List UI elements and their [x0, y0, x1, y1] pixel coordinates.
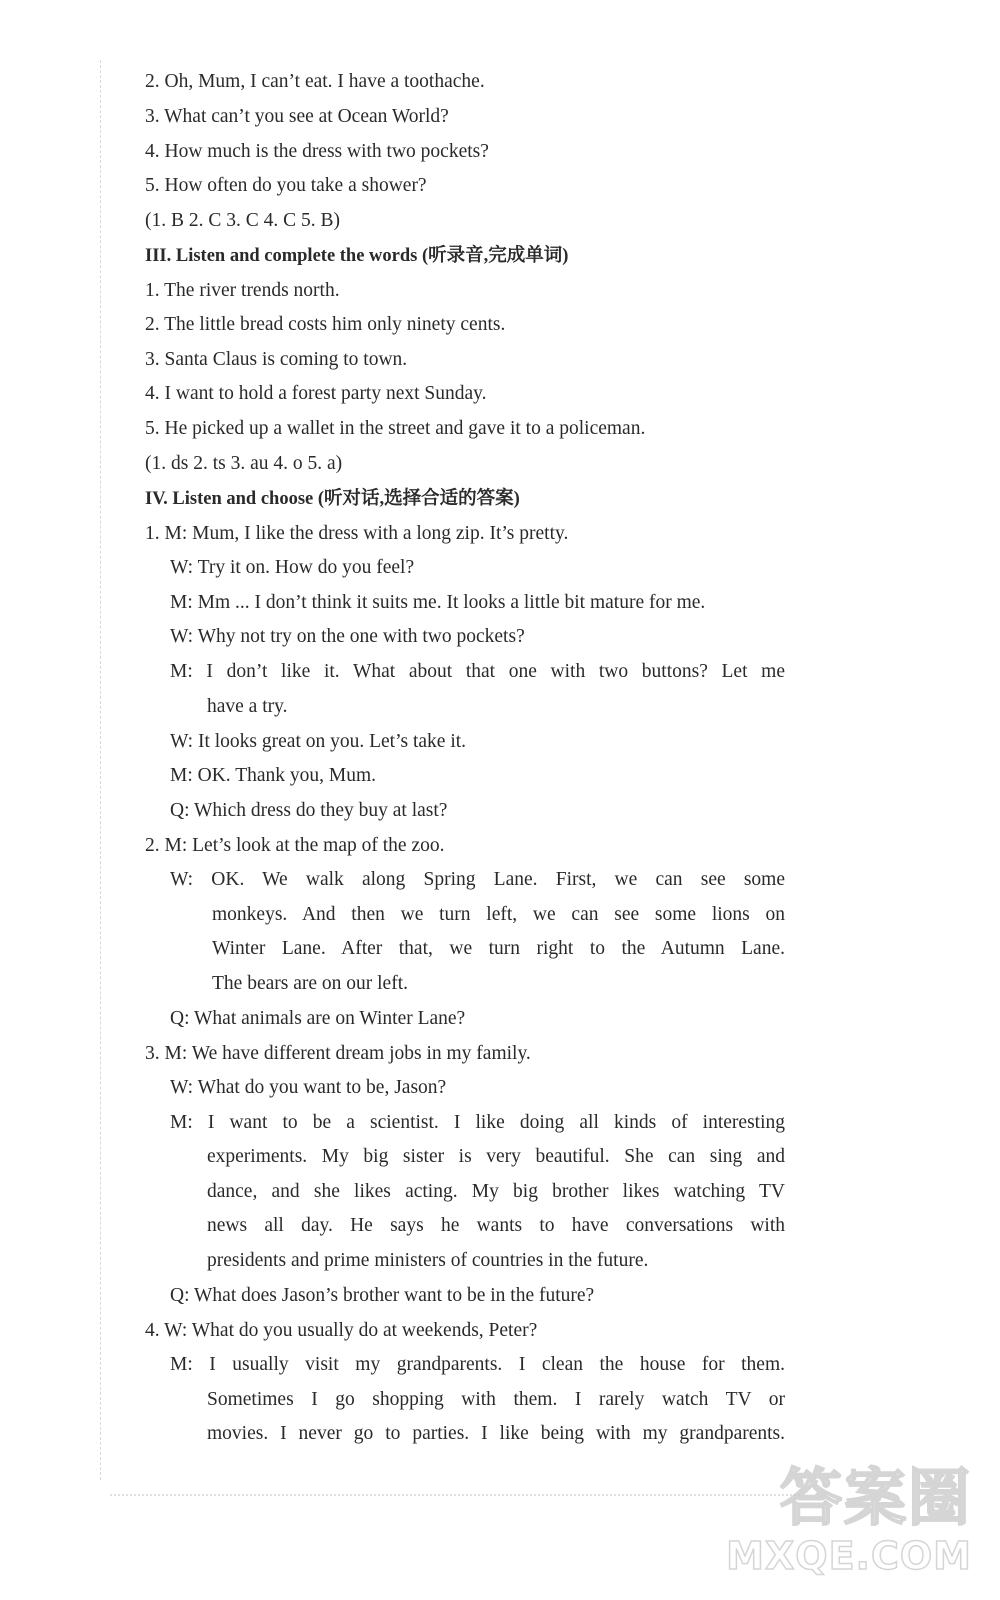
text-line: 3. What can’t you see at Ocean World?: [145, 106, 449, 127]
question-line: Q: What animals are on Winter Lane?: [170, 1008, 466, 1029]
dialogue-line: Winter Lane. After that, we turn right to the Autumn Lane.: [212, 938, 785, 959]
scan-dots: [110, 1494, 800, 1496]
dialogue-line: M: Mm ... I don’t think it suits me. It looks a little bit mature for me.: [170, 592, 706, 613]
dialogue-line: M: I usually visit my grandparents. I clean the house for them.: [170, 1354, 785, 1375]
text-line: 5. How often do you take a shower?: [145, 175, 427, 196]
dialogue-line: 4. W: What do you usually do at weekends, Peter?: [145, 1320, 538, 1341]
text-line: 2. Oh, Mum, I can’t eat. I have a toothache.: [145, 71, 485, 92]
dialogue-line: news all day. He says he wants to have conversations with: [207, 1215, 785, 1236]
answer-key: (1. B 2. C 3. C 4. C 5. B): [145, 210, 341, 231]
dialogue-line: M: OK. Thank you, Mum.: [170, 765, 377, 786]
answer-key: (1. ds 2. ts 3. au 4. o 5. a): [145, 453, 343, 474]
text-line: 3. Santa Claus is coming to town.: [145, 349, 408, 370]
binding-margin-line: [100, 60, 101, 1480]
dialogue-line: W: It looks great on you. Let’s take it.: [170, 731, 467, 752]
question-line: Q: What does Jason’s brother want to be in the future?: [170, 1285, 595, 1306]
dialogue-line: W: OK. We walk along Spring Lane. First, we can see some: [170, 869, 785, 890]
watermark-logo: [726, 1448, 972, 1578]
text-line: 1. The river trends north.: [145, 280, 340, 301]
watermark-top-text: 答案圈: [779, 1461, 972, 1534]
dialogue-line: presidents and prime ministers of countries in the future.: [207, 1250, 649, 1271]
dialogue-line: 1. M: Mum, I like the dress with a long zip. It’s pretty.: [145, 523, 569, 544]
dialogue-line: M: I want to be a scientist. I like doing all kinds of interesting: [170, 1112, 785, 1133]
dialogue-line: 3. M: We have different dream jobs in my family.: [145, 1043, 531, 1064]
watermark-bottom-text: MXQE.COM: [726, 1534, 972, 1578]
text-line: 5. He picked up a wallet in the street and gave it to a policeman.: [145, 418, 646, 439]
dialogue-line: Sometimes I go shopping with them. I rarely watch TV or: [207, 1389, 785, 1410]
dialogue-line: W: Try it on. How do you feel?: [170, 557, 415, 578]
dialogue-line: W: Why not try on the one with two pockets?: [170, 626, 525, 647]
dialogue-line: The bears are on our left.: [212, 973, 408, 994]
dialogue-line: W: What do you want to be, Jason?: [170, 1077, 447, 1098]
dialogue-line: experiments. My big sister is very beautiful. She can sing and: [207, 1146, 785, 1167]
dialogue-line: movies. I never go to parties. I like being with my grandparents.: [207, 1423, 785, 1444]
dialogue-line: monkeys. And then we turn left, we can see some lions on: [212, 904, 785, 925]
dialogue-line: dance, and she likes acting. My big brother likes watching TV: [207, 1181, 785, 1202]
question-line: Q: Which dress do they buy at last?: [170, 800, 448, 821]
text-line: 4. I want to hold a forest party next Sunday.: [145, 383, 487, 404]
dialogue-line: M: I don’t like it. What about that one with two buttons? Let me: [170, 661, 785, 682]
dialogue-line: have a try.: [207, 696, 288, 717]
dialogue-line: 2. M: Let’s look at the map of the zoo.: [145, 835, 445, 856]
section-heading: IV. Listen and choose (听对话,选择合适的答案): [145, 489, 520, 509]
text-line: 4. How much is the dress with two pockets?: [145, 141, 489, 162]
text-line: 2. The little bread costs him only ninety cents.: [145, 314, 506, 335]
section-heading: III. Listen and complete the words (听录音,完成单词): [145, 246, 569, 266]
